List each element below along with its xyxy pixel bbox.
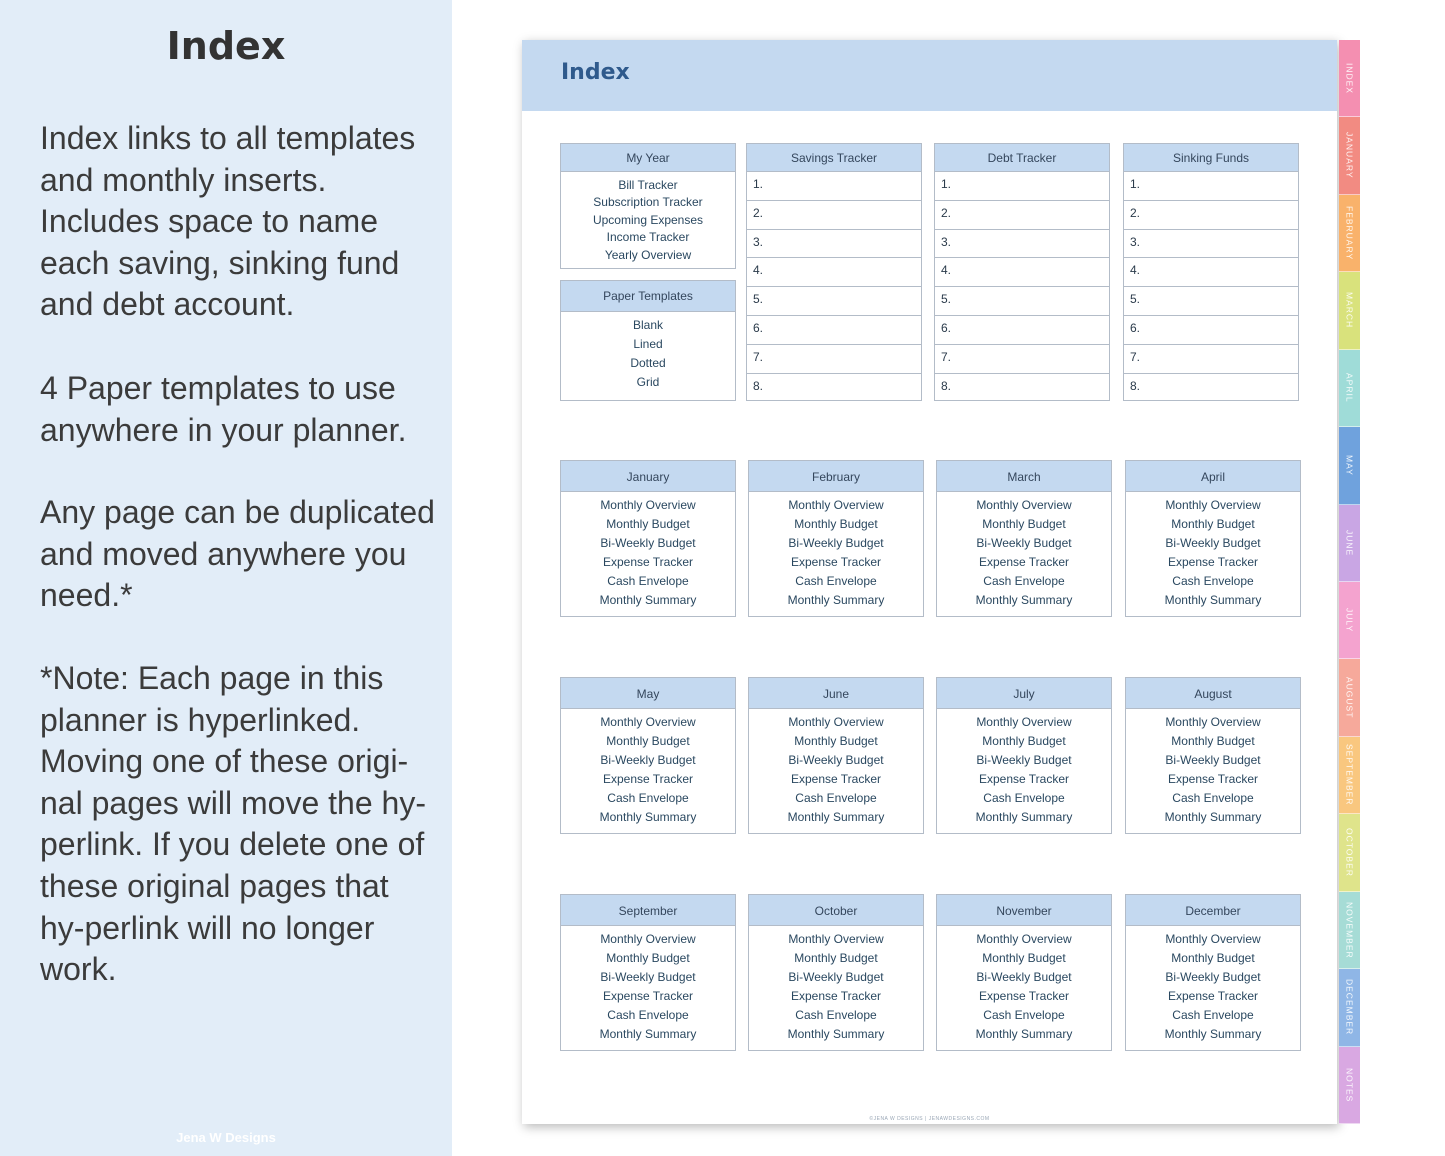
- month-links: [561, 926, 735, 1044]
- month-link[interactable]: Cash Envelope: [795, 574, 877, 588]
- sinking-row[interactable]: 8.: [1130, 378, 1141, 393]
- debt-row[interactable]: 4.: [935, 258, 1109, 287]
- month-box-may[interactable]: [560, 677, 736, 834]
- month-links: [937, 709, 1111, 827]
- month-link[interactable]: Cash Envelope: [983, 791, 1065, 805]
- link-upcoming-expenses[interactable]: Upcoming Expenses: [592, 212, 704, 227]
- link-dotted[interactable]: Dotted: [630, 356, 666, 370]
- month-header[interactable]: January: [561, 461, 735, 492]
- month-link[interactable]: Monthly Budget: [1171, 517, 1255, 531]
- link-subscription-tracker[interactable]: Subscription Tracker: [593, 195, 703, 210]
- month-link[interactable]: Cash Envelope: [1172, 574, 1254, 588]
- month-link[interactable]: Bi-Weekly Budget: [976, 753, 1072, 767]
- link-grid[interactable]: Grid: [636, 375, 660, 389]
- tab-label: SEPTEMBER: [1344, 744, 1355, 806]
- month-box-march[interactable]: [936, 460, 1112, 617]
- month-links: [749, 709, 923, 827]
- debt-row[interactable]: 2.: [935, 201, 1109, 230]
- month-link[interactable]: Bi-Weekly Budget: [788, 753, 884, 767]
- month-header[interactable]: February: [749, 461, 923, 492]
- link-bill-tracker[interactable]: Bill Tracker: [618, 178, 678, 192]
- savings-row[interactable]: 8.: [753, 378, 764, 393]
- info-title: Index: [166, 24, 286, 68]
- debt-row[interactable]: 7.: [935, 345, 1109, 374]
- sinking-row[interactable]: 5.: [1124, 287, 1298, 316]
- month-links: [937, 492, 1111, 610]
- link-lined[interactable]: Lined: [633, 337, 663, 351]
- month-link[interactable]: Monthly Overview: [600, 715, 696, 729]
- month-link[interactable]: Bi-Weekly Budget: [600, 970, 696, 984]
- month-link[interactable]: Monthly Budget: [1171, 951, 1255, 965]
- tab-notes[interactable]: [1339, 1047, 1360, 1124]
- month-box-december[interactable]: [1125, 894, 1301, 1051]
- month-link[interactable]: Expense Tracker: [978, 772, 1070, 786]
- month-links: [561, 492, 735, 610]
- month-link[interactable]: Monthly Budget: [1171, 734, 1255, 748]
- month-link[interactable]: Bi-Weekly Budget: [600, 536, 696, 550]
- tab-june[interactable]: [1339, 505, 1360, 582]
- month-link[interactable]: Monthly Budget: [982, 734, 1066, 748]
- sinking-row[interactable]: 4.: [1124, 258, 1298, 287]
- info-panel: [0, 0, 452, 1156]
- info-paragraph-note: *Note: Each page in this planner is hyperlinked. Moving one of these origi-nal pages will move the hy-perlink. If you delete one of these original pages that hy-perlink will no longer work.: [40, 660, 426, 988]
- month-link[interactable]: Monthly Summary: [975, 593, 1073, 607]
- tab-october[interactable]: [1339, 814, 1360, 891]
- month-link[interactable]: Expense Tracker: [790, 772, 882, 786]
- link-income-tracker[interactable]: Income Tracker: [606, 230, 690, 245]
- month-link[interactable]: Bi-Weekly Budget: [788, 536, 884, 550]
- tab-label: FEBRUARY: [1344, 205, 1355, 261]
- tab-january[interactable]: [1339, 117, 1360, 194]
- tab-label: NOTES: [1344, 1067, 1355, 1102]
- month-link[interactable]: Cash Envelope: [607, 1008, 689, 1022]
- tab-label: MAY: [1344, 454, 1355, 476]
- month-links: [937, 926, 1111, 1044]
- month-link[interactable]: Monthly Summary: [1164, 1027, 1262, 1041]
- month-link[interactable]: Monthly Summary: [599, 1027, 697, 1041]
- month-link[interactable]: Expense Tracker: [1167, 772, 1259, 786]
- tab-november[interactable]: [1339, 892, 1360, 969]
- brand-watermark: Jena W Designs: [176, 1130, 276, 1145]
- tab-april[interactable]: [1339, 350, 1360, 427]
- month-link[interactable]: Expense Tracker: [602, 772, 694, 786]
- month-header[interactable]: April: [1126, 461, 1300, 492]
- month-link[interactable]: Monthly Overview: [788, 498, 884, 512]
- page-header: [522, 40, 1337, 111]
- tab-september[interactable]: [1339, 737, 1360, 814]
- month-link[interactable]: Monthly Overview: [1165, 932, 1261, 946]
- month-box-november[interactable]: [936, 894, 1112, 1051]
- month-link[interactable]: Monthly Overview: [600, 498, 696, 512]
- debt-row[interactable]: 3.: [935, 230, 1109, 259]
- month-link[interactable]: Monthly Budget: [606, 734, 690, 748]
- month-link[interactable]: Cash Envelope: [983, 1008, 1065, 1022]
- info-paragraph-paper: 4 Paper templates to use anywhere in your planner.: [40, 370, 407, 448]
- month-header[interactable]: March: [937, 461, 1111, 492]
- month-link[interactable]: Expense Tracker: [790, 989, 882, 1003]
- month-link[interactable]: Expense Tracker: [1167, 555, 1259, 569]
- my-year-box[interactable]: [560, 143, 736, 269]
- month-link[interactable]: Bi-Weekly Budget: [1165, 536, 1261, 550]
- link-yearly-overview[interactable]: Yearly Overview: [604, 247, 692, 262]
- page-title: Index: [561, 60, 630, 85]
- month-link[interactable]: Monthly Overview: [788, 715, 884, 729]
- month-header[interactable]: July: [937, 678, 1111, 709]
- debt-row[interactable]: 5.: [935, 287, 1109, 316]
- debt-tracker-box[interactable]: [934, 143, 1110, 401]
- month-link[interactable]: Monthly Overview: [976, 932, 1072, 946]
- month-box-april[interactable]: [1125, 460, 1301, 617]
- savings-row[interactable]: 6.: [747, 316, 921, 345]
- tab-december[interactable]: [1339, 969, 1360, 1046]
- month-link[interactable]: Monthly Budget: [794, 734, 878, 748]
- savings-tracker-header[interactable]: Savings Tracker: [747, 144, 921, 172]
- month-header[interactable]: June: [749, 678, 923, 709]
- link-blank[interactable]: Blank: [632, 318, 664, 332]
- info-paragraph-links: Index links to all templates and monthly inserts. Includes space to name each saving, sinking fund and debt account.: [40, 120, 416, 323]
- month-link[interactable]: Cash Envelope: [607, 791, 689, 805]
- month-links: [1126, 492, 1300, 610]
- savings-row[interactable]: 1.: [747, 172, 921, 201]
- tab-index[interactable]: [1339, 40, 1360, 117]
- tab-label: AUGUST: [1344, 676, 1355, 719]
- paper-templates-box[interactable]: [560, 280, 736, 401]
- planner-page: [522, 40, 1337, 1124]
- tab-label: JUNE: [1344, 529, 1355, 556]
- month-links: [749, 926, 923, 1044]
- month-link[interactable]: Bi-Weekly Budget: [600, 753, 696, 767]
- month-header[interactable]: August: [1126, 678, 1300, 709]
- sinking-funds-header[interactable]: Sinking Funds: [1124, 144, 1298, 172]
- my-year-links: [561, 172, 735, 264]
- month-box-july[interactable]: [936, 677, 1112, 834]
- sinking-row[interactable]: 2.: [1124, 201, 1298, 230]
- month-link[interactable]: Monthly Overview: [976, 498, 1072, 512]
- savings-row[interactable]: 2.: [747, 201, 921, 230]
- tab-february[interactable]: [1339, 195, 1360, 272]
- tab-label: MARCH: [1344, 292, 1355, 329]
- tab-july[interactable]: [1339, 582, 1360, 659]
- month-link[interactable]: Monthly Summary: [1164, 593, 1262, 607]
- month-header[interactable]: September: [561, 895, 735, 926]
- tab-label: INDEX: [1344, 62, 1355, 94]
- sinking-row[interactable]: 6.: [1124, 316, 1298, 345]
- month-link[interactable]: Expense Tracker: [1167, 989, 1259, 1003]
- tab-label: DECEMBER: [1344, 979, 1355, 1036]
- month-box-february[interactable]: [748, 460, 924, 617]
- sinking-row[interactable]: 7.: [1124, 345, 1298, 374]
- tab-label: OCTOBER: [1344, 828, 1355, 877]
- month-link[interactable]: Bi-Weekly Budget: [976, 970, 1072, 984]
- my-year-header[interactable]: My Year: [561, 144, 735, 172]
- month-link[interactable]: Cash Envelope: [607, 574, 689, 588]
- month-link[interactable]: Monthly Overview: [600, 932, 696, 946]
- month-links: [1126, 709, 1300, 827]
- month-link[interactable]: Bi-Weekly Budget: [788, 970, 884, 984]
- paper-template-links: [561, 312, 735, 392]
- month-box-january[interactable]: [560, 460, 736, 617]
- savings-row[interactable]: 3.: [747, 230, 921, 259]
- month-links: [1126, 926, 1300, 1044]
- month-link[interactable]: Bi-Weekly Budget: [1165, 753, 1261, 767]
- month-box-august[interactable]: [1125, 677, 1301, 834]
- tab-may[interactable]: [1339, 427, 1360, 504]
- month-link[interactable]: Expense Tracker: [790, 555, 882, 569]
- savings-row[interactable]: 4.: [747, 258, 921, 287]
- month-link[interactable]: Bi-Weekly Budget: [1165, 970, 1261, 984]
- month-link[interactable]: Monthly Overview: [788, 932, 884, 946]
- month-link[interactable]: Monthly Summary: [975, 810, 1073, 824]
- month-link[interactable]: Monthly Summary: [975, 1027, 1073, 1041]
- month-header[interactable]: December: [1126, 895, 1300, 926]
- month-links: [561, 709, 735, 827]
- month-link[interactable]: Expense Tracker: [602, 555, 694, 569]
- month-box-september[interactable]: [560, 894, 736, 1051]
- month-link[interactable]: Cash Envelope: [795, 1008, 877, 1022]
- debt-tracker-header[interactable]: Debt Tracker: [935, 144, 1109, 172]
- savings-tracker-box[interactable]: [746, 143, 922, 401]
- month-link[interactable]: Cash Envelope: [983, 574, 1065, 588]
- month-link[interactable]: Monthly Summary: [599, 593, 697, 607]
- tab-august[interactable]: [1339, 659, 1360, 736]
- month-link[interactable]: Monthly Budget: [606, 951, 690, 965]
- month-link[interactable]: Monthly Overview: [1165, 715, 1261, 729]
- month-link[interactable]: Cash Envelope: [795, 791, 877, 805]
- debt-row[interactable]: 6.: [935, 316, 1109, 345]
- month-box-june[interactable]: [748, 677, 924, 834]
- savings-row[interactable]: 5.: [747, 287, 921, 316]
- tab-label: APRIL: [1344, 373, 1355, 403]
- page-footer: ©JENA W DESIGNS | JENAWDESIGNS.COM: [869, 1116, 990, 1122]
- month-header[interactable]: November: [937, 895, 1111, 926]
- month-link[interactable]: Cash Envelope: [1172, 791, 1254, 805]
- month-link[interactable]: Monthly Summary: [787, 810, 885, 824]
- month-header[interactable]: October: [749, 895, 923, 926]
- month-link[interactable]: Monthly Budget: [982, 951, 1066, 965]
- month-link[interactable]: Monthly Summary: [787, 593, 885, 607]
- tab-label: JULY: [1344, 608, 1355, 633]
- month-link[interactable]: Monthly Summary: [787, 1027, 885, 1041]
- debt-row[interactable]: 8.: [941, 378, 952, 393]
- sinking-row[interactable]: 1.: [1124, 172, 1298, 201]
- month-link[interactable]: Monthly Overview: [1165, 498, 1261, 512]
- month-link[interactable]: Cash Envelope: [1172, 1008, 1254, 1022]
- paper-templates-header[interactable]: Paper Templates: [561, 281, 735, 312]
- month-link[interactable]: Monthly Summary: [599, 810, 697, 824]
- tab-label: NOVEMBER: [1344, 901, 1355, 959]
- month-header[interactable]: May: [561, 678, 735, 709]
- month-link[interactable]: Monthly Summary: [1164, 810, 1262, 824]
- month-link[interactable]: Expense Tracker: [602, 989, 694, 1003]
- month-box-october[interactable]: [748, 894, 924, 1051]
- savings-row[interactable]: 7.: [747, 345, 921, 374]
- month-link[interactable]: Expense Tracker: [978, 555, 1070, 569]
- month-link[interactable]: Monthly Budget: [982, 517, 1066, 531]
- month-link[interactable]: Monthly Budget: [606, 517, 690, 531]
- tab-march[interactable]: [1339, 272, 1360, 349]
- month-link[interactable]: Monthly Budget: [794, 951, 878, 965]
- tab-label: JANUARY: [1344, 132, 1355, 179]
- sinking-row[interactable]: 3.: [1124, 230, 1298, 259]
- month-link[interactable]: Bi-Weekly Budget: [976, 536, 1072, 550]
- month-link[interactable]: Monthly Budget: [794, 517, 878, 531]
- info-paragraph-duplicate: Any page can be duplicated and moved anywhere you need.*: [40, 494, 435, 614]
- month-links: [749, 492, 923, 610]
- month-link[interactable]: Monthly Overview: [976, 715, 1072, 729]
- sinking-funds-box[interactable]: [1123, 143, 1299, 401]
- debt-row[interactable]: 1.: [935, 172, 1109, 201]
- tab-strip: [1339, 40, 1360, 1124]
- month-link[interactable]: Expense Tracker: [978, 989, 1070, 1003]
